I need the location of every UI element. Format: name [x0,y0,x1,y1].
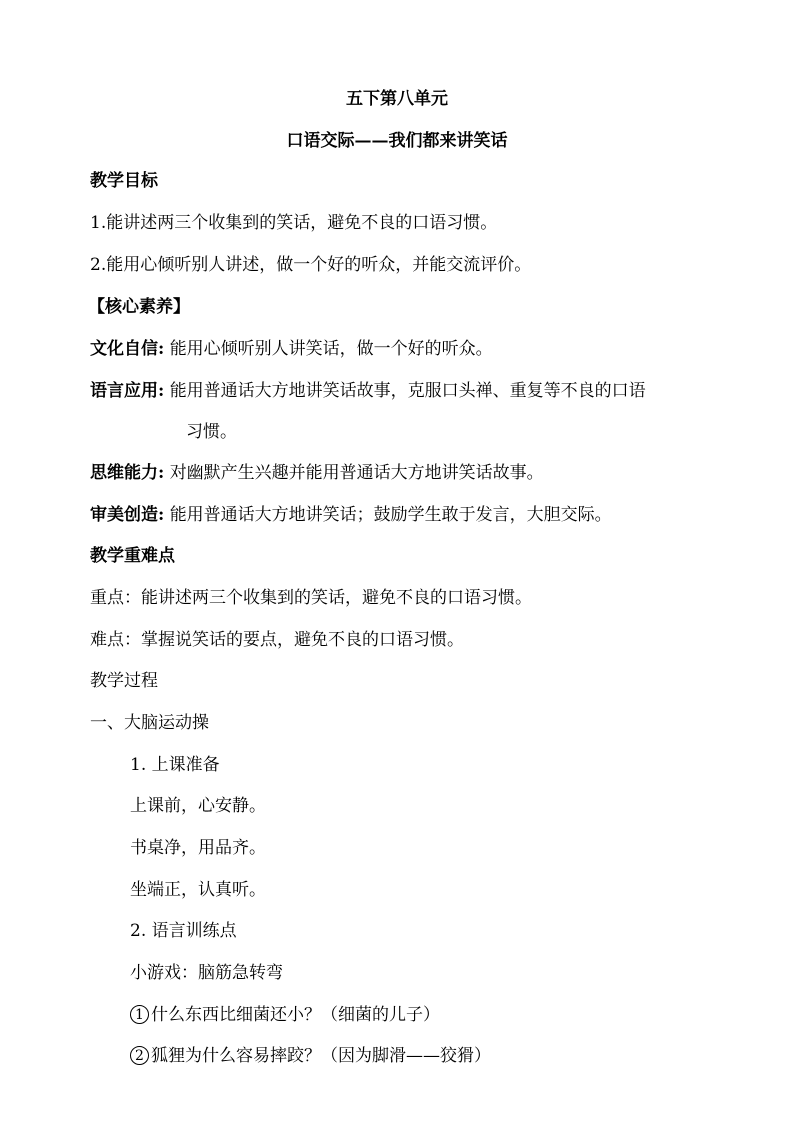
riddle-text: 什么东西比细菌还小？（细菌的儿子） [151,1005,440,1025]
core-label: 文化自信: [90,339,165,359]
process-heading: 教学过程 [90,671,158,691]
key-point: 重点：能讲述两三个收集到的笑话，避免不良的口语习惯。 [90,588,532,608]
riddle-item [130,1004,440,1026]
rhyme-line: 坐端正，认真听。 [130,880,266,900]
core-item-language-continued: 习惯。 [186,422,237,442]
objective-item-2: 2.能用心倾听别人讲述，做一个好的听众，并能交流评价。 [90,255,532,275]
core-item-culture [90,338,493,360]
rhyme-line: 书桌净，用品齐。 [130,838,266,858]
section-heading: 一、大脑运动操 [90,713,209,733]
circled-number: 1 [130,1005,149,1024]
core-item-aesthetics [90,504,612,526]
core-label: 语言应用: [90,381,165,401]
rhyme-line: 上课前，心安静。 [130,796,266,816]
core-item-thinking [90,462,544,484]
core-label: 审美创造: [90,505,165,525]
game-title: 小游戏：脑筋急转弯 [130,963,283,983]
objectives-heading: 教学目标 [90,171,158,191]
document-subtitle: 口语交际——我们都来讲笑话 [286,131,508,151]
core-heading: 【核心素养】 [88,297,190,317]
core-text: 能用心倾听别人讲笑话，做一个好的听众。 [169,339,493,359]
circled-number: 2 [130,1046,149,1065]
step-heading: 2. 语言训练点 [130,921,237,941]
objective-item-1: 1.能讲述两三个收集到的笑话，避免不良的口语习惯。 [90,213,498,233]
core-text: 能用普通话大方地讲笑话；鼓励学生敢于发言，大胆交际。 [169,505,612,525]
riddle-text: 狐狸为什么容易摔跤？（因为脚滑——狡猾） [151,1046,491,1066]
core-item-language [90,380,646,402]
difficult-point: 难点：掌握说笑话的要点，避免不良的口语习惯。 [90,630,464,650]
core-label: 思维能力: [90,463,165,483]
keypoints-heading: 教学重难点 [90,546,175,566]
core-text: 能用普通话大方地讲笑话故事，克服口头禅、重复等不良的口语 [169,381,646,401]
riddle-item [130,1045,491,1067]
core-text: 对幽默产生兴趣并能用普通话大方地讲笑话故事。 [169,463,544,483]
step-heading: 1. 上课准备 [130,755,220,775]
document-title: 五下第八单元 [346,89,448,109]
